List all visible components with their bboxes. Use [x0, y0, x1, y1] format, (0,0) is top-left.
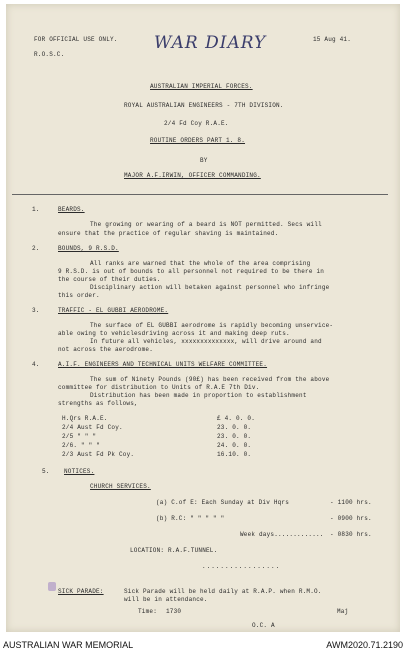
sick-parade-time-label: Time:	[138, 608, 158, 615]
section-2-line: this order.	[58, 292, 100, 299]
section-3-line: able owing to vehiclesdriving across it and making deep ruts.	[58, 330, 290, 337]
section-3-line: not across the aerodrome.	[58, 346, 154, 353]
officer-commanding: MAJOR A.F.IRWIN, OFFICER COMMANDING.	[124, 172, 261, 179]
church-service-item: Week days.............	[240, 531, 324, 538]
distribution-amount: 24. 0. 0.	[217, 442, 252, 449]
separator-dots: .................	[202, 563, 281, 570]
section-2-line: Disciplinary action will betaken against personnel who infringe	[90, 284, 330, 291]
title-line-3: 2/4 Fd Coy R.A.E.	[164, 120, 229, 127]
section-2-number: 2.	[32, 245, 40, 252]
sick-parade-heading: SICK PARADE:	[58, 588, 104, 595]
church-service-time: - 1100 hrs.	[330, 499, 372, 506]
title-line-4: ROUTINE ORDERS PART 1. 8.	[150, 137, 246, 144]
section-3-heading: TRAFFIC - EL GUBBI AERODROME.	[58, 307, 169, 314]
archive-name: AUSTRALIAN WAR MEMORIAL	[3, 640, 134, 650]
ink-mark	[48, 582, 56, 591]
by-label: BY	[200, 157, 208, 164]
section-4-number: 4.	[32, 361, 40, 368]
church-service-time: - 0900 hrs.	[330, 515, 372, 522]
sick-parade-time-value: 1730	[166, 608, 182, 615]
distribution-amount: 23. 0. 0.	[217, 424, 252, 431]
archive-footer	[0, 638, 406, 653]
section-5-heading: NOTICES.	[64, 468, 95, 475]
sick-parade-line: Sick Parade will be held daily at R.A.P. when R.M.O.	[124, 588, 322, 595]
section-2-line: All ranks are warned that the whole of the area comprising	[90, 260, 311, 267]
section-3-line: The surface of EL GUBBI aerodrome is rapidly becoming unservice-	[90, 322, 334, 329]
distribution-unit: 2/6. " " "	[62, 442, 101, 449]
section-2-line: the course of their duties.	[58, 276, 161, 283]
distribution-amount: 23. 0. 0.	[217, 433, 252, 440]
handwritten-war-diary: WAR DIARY	[154, 33, 267, 53]
section-2-line: 9 R.S.D. is out of bounds to all personnel not required to be there in	[58, 268, 325, 275]
header-divider	[12, 194, 388, 195]
distribution-unit: H.Qrs R.A.E.	[62, 415, 108, 422]
church-service-item: (a) C.of E: Each Sunday at Div Hqrs	[156, 499, 290, 506]
distribution-unit: 2/3 Aust Fd Pk Coy.	[62, 451, 135, 458]
section-2-heading: BOUNDS, 9 R.S.D.	[58, 245, 119, 252]
document-date: 15 Aug 41.	[313, 36, 352, 43]
signature-line: O.C. A	[252, 622, 275, 629]
church-services-heading: CHURCH SERVICES.	[90, 483, 151, 490]
section-4-line: The sum of Ninety Pounds (90£) has been received from the above	[90, 376, 330, 383]
distribution-amount: 16.10. 0.	[217, 451, 252, 458]
section-4-line: strengths as follows,	[58, 400, 138, 407]
title-line-1: AUSTRALIAN IMPERIAL FORCES.	[150, 83, 253, 90]
section-4-line: committee for distribution to Units of R.A.E 7th Div.	[58, 384, 260, 391]
section-3-number: 3.	[32, 307, 40, 314]
distribution-unit: 2/4 Aust Fd Coy.	[62, 424, 123, 431]
section-3-line: In future all vehicles, xxxxxxxxxxxxxx, will drive around and	[90, 338, 322, 345]
distribution-amount: £ 4. 0. 0.	[217, 415, 256, 422]
reference-code: R.O.S.C.	[34, 51, 65, 58]
church-service-item: (b) R.C: " " " " "	[156, 515, 225, 522]
distribution-unit: 2/5 " " "	[62, 433, 97, 440]
document-page	[6, 4, 400, 632]
section-4-heading: A.I.F. ENGINEERS AND TECHNICAL UNITS WELFARE COMMITTEE.	[58, 361, 268, 368]
restriction-notice: FOR OFFICIAL USE ONLY.	[34, 36, 118, 43]
section-4-line: Distribution has been made in proportion to establishment	[90, 392, 307, 399]
section-1-line: The growing or wearing of a beard is NOT permitted. Secs will	[90, 221, 322, 228]
sick-parade-line: will be in attendance.	[124, 596, 208, 603]
church-location: LOCATION: R.A.F.TUNNEL.	[130, 547, 218, 554]
archive-reference: AWM2020.71.2190	[326, 640, 403, 650]
church-service-time: - 0830 hrs.	[330, 531, 372, 538]
section-5-number: 5.	[42, 468, 50, 475]
section-1-number: 1.	[32, 206, 40, 213]
signature-rank: Maj	[337, 608, 349, 615]
section-1-line: ensure that the practice of regular shaving is maintained.	[58, 230, 279, 237]
section-1-heading: BEARDS.	[58, 206, 85, 213]
title-line-2: ROYAL AUSTRALIAN ENGINEERS - 7TH DIVISION.	[124, 102, 284, 109]
